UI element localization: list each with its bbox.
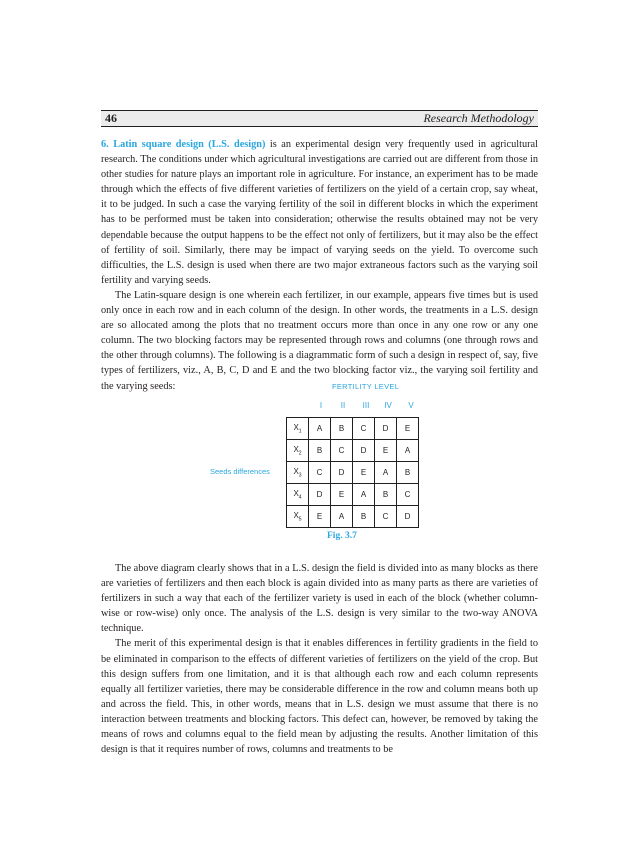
- figure-caption: Fig. 3.7: [327, 531, 357, 541]
- paragraph-1-text: is an experimental design very frequently used in agricultural research. The conditions under which agricultural investigations are carried out are different from those in other studies for nature plays an important role in agriculture. For instance, an experiment has to be made through which the effects of five different varieties of fertilizers on the yield of a certain crop, say wheat, it to be judged. In such a case the varying fertility of the soil in different blocks in which the experiment has to be performed must be taken into consideration; otherwise the results obtained may not be very dependable because the output happens to be the effect not only of fertilizers, but it may also be the effect of fertility of soil. Similarly, there may be impact of varying seeds on the yield. To overcome such difficulties, the L.S. design is used when there are two major extraneous factors such as the varying soil fertility and varying seeds.: [101, 139, 538, 286]
- grid-cell: C: [375, 506, 397, 528]
- grid-cell: D: [397, 506, 419, 528]
- grid-cell: A: [375, 462, 397, 484]
- grid-cell: B: [375, 484, 397, 506]
- fertility-level-title: FERTILITY LEVEL: [332, 382, 400, 391]
- grid-cell: C: [397, 484, 419, 506]
- grid-cell: C: [331, 440, 353, 462]
- row-label-x2: $X_2$: [287, 440, 309, 462]
- grid-row: [287, 506, 419, 528]
- column-header-3: III: [362, 401, 370, 410]
- row-label-x4: $X_4$: [287, 484, 309, 506]
- paragraph-3: The above diagram clearly shows that in a L.S. design the field is divided into as many blocks as there are varieties of fertilizers and then each block is again divided into as many parts as there are varieties of fertilizers in such a way that each of the fertilizer variety is used in each of the block (whether column-wise or row-wise) only once. The analysis of the L.S. design is very similar to the two-way ANOVA technique.: [101, 563, 538, 635]
- grid-row: [287, 440, 419, 462]
- body-text-top: [101, 137, 538, 394]
- grid-cell: A: [353, 484, 375, 506]
- column-header-5: V: [408, 401, 414, 410]
- running-header: [101, 110, 538, 127]
- latin-square-grid: [286, 417, 419, 528]
- row-label-x1: $X_1$: [287, 418, 309, 440]
- paragraph-latin-square-intro: [101, 137, 538, 288]
- grid-cell: B: [331, 418, 353, 440]
- grid-cell: E: [331, 484, 353, 506]
- row-label-x3: $X_3$: [287, 462, 309, 484]
- row-label-x5: $X_5$: [287, 506, 309, 528]
- grid-cell: B: [353, 506, 375, 528]
- grid-cell: E: [353, 462, 375, 484]
- grid-cell: C: [353, 418, 375, 440]
- column-header-2: II: [340, 401, 346, 410]
- body-text-bottom: [101, 561, 538, 757]
- seeds-differences-label: Seeds differences: [210, 467, 270, 476]
- grid-cell: E: [375, 440, 397, 462]
- paragraph-4: The merit of this experimental design is that it enables differences in fertility gradients in the field to be eliminated in comparison to the effects of different varieties of fertilizers on the yield of the crop. But this design suffers from one limitation, and it is that although each row and each column represents equally all fertilizer varieties, there may be considerable difference in the row and column means both up and across the field. This, in other words, means that in L.S. design we must assume that there is no interaction between treatments and blocking factors. This defect can, however, be removed by taking the means of rows and columns equal to the field mean by adjusting the results. Another limitation of this design is that it requires number of rows, columns and treatments to be: [101, 638, 538, 756]
- grid-cell: A: [397, 440, 419, 462]
- grid-cell: C: [309, 462, 331, 484]
- paragraph-2: The Latin-square design is one wherein each fertilizer, in our example, appears five times but is used only once in each row and in each column of the design. In other words, the treatments in a L.S. design are so allocated among the plots that no treatment occurs more than once in any one row or any one column. The two blocking factors may be represented through rows and columns (one through rows and the other through columns). The following is a diagrammatic form of such a design in respect of, say, five types of fertilizers, viz., A, B, C, D and E and the two blocking factor viz., the varying soil fertility and the varying seeds:: [101, 289, 538, 392]
- grid-row: [287, 484, 419, 506]
- grid-cell: A: [331, 506, 353, 528]
- grid-cell: E: [397, 418, 419, 440]
- grid-cell: B: [397, 462, 419, 484]
- grid-row: [287, 462, 419, 484]
- grid-cell: E: [309, 506, 331, 528]
- grid-cell: D: [353, 440, 375, 462]
- grid-cell: A: [309, 418, 331, 440]
- grid-row: [287, 418, 419, 440]
- column-header-4: IV: [384, 401, 392, 410]
- running-title: Research Methodology: [423, 111, 534, 125]
- column-header-1: I: [319, 401, 323, 410]
- page-number: 46: [105, 111, 117, 125]
- grid-cell: D: [375, 418, 397, 440]
- grid-cell: D: [331, 462, 353, 484]
- section-heading: 6. Latin square design (L.S. design): [101, 139, 266, 150]
- grid-cell: B: [309, 440, 331, 462]
- grid-cell: D: [309, 484, 331, 506]
